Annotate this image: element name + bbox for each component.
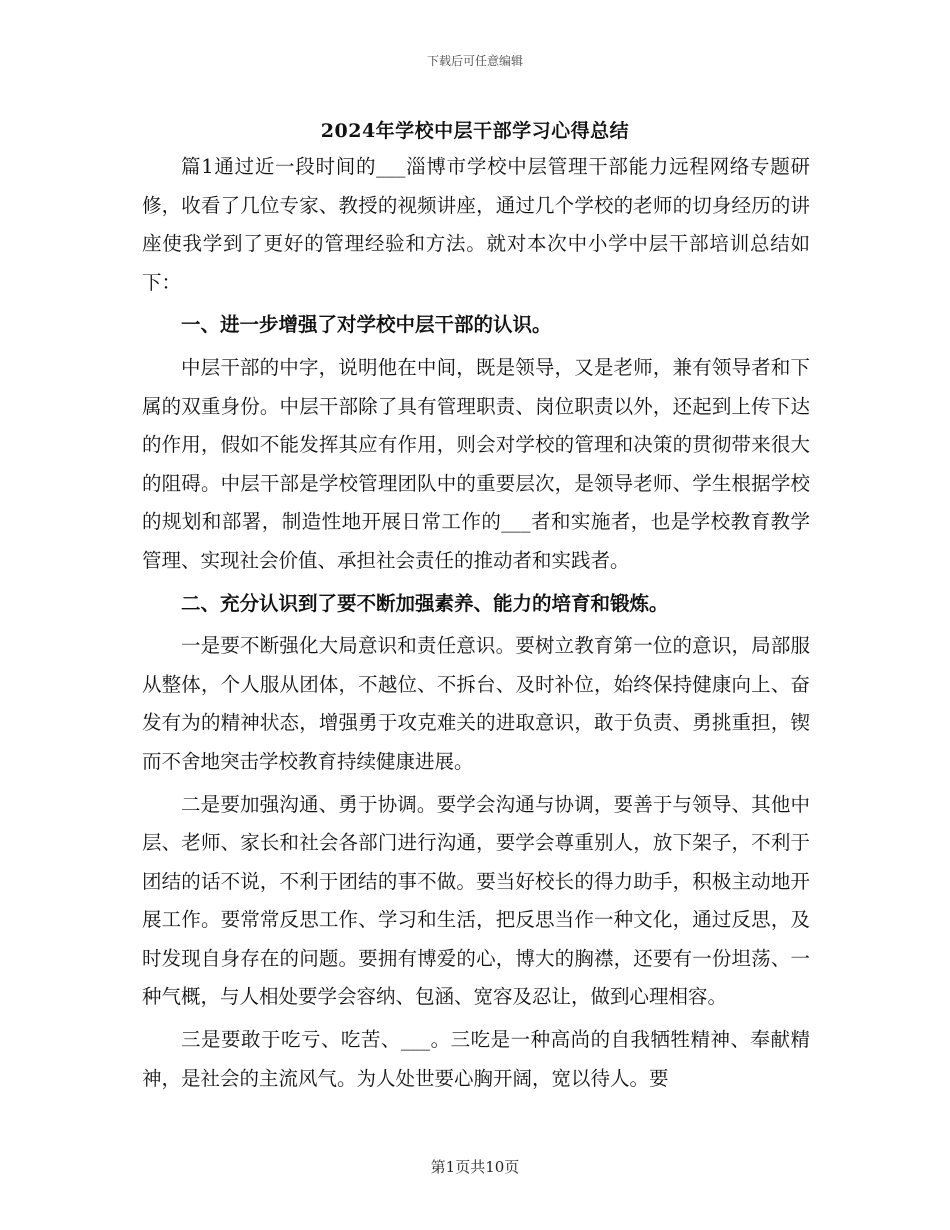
paragraph-point-1: 一是要不断强化大局意识和责任意识。要树立教育第一位的意识，局部服从整体，个人服从团体，不越位、不拆台、及时补位，始终保持健康向上、奋发有为的精神状态，增强勇于攻克难关的进取意识，敢于负责、勇挑重担，锲而不舍地突击学校教育持续健康进展。 [142,634,810,773]
document-body [142,148,810,1098]
paragraph-point-3: 三是要敢于吃亏、吃苦、___。三吃是一种高尚的自我牺牲精神、奉献精神，是社会的主流风气。为人处世要心胸开阔，宽以待人。要 [142,1028,810,1090]
paragraph-intro: 篇1通过近一段时间的___淄博市学校中层管理干部能力远程网络专题研修，收看了几位专家、教授的视频讲座，通过几个学校的老师的切身经历的讲座使我学到了更好的管理经验和方法。就对本次中小学中层干部培训总结如下： [142,155,810,294]
section-heading-1: 一、进一步增强了对学校中层干部的认识。 [181,313,552,337]
paragraph-middle-cadre: 中层干部的中字，说明他在中间，既是领导，又是老师，兼有领导者和下属的双重身份。中层干部除了具有管理职责、岗位职责以外，还起到上传下达的作用，假如不能发挥其应有作用，则会对学校的管理和决策的贯彻带来很大的阻碍。中层干部是学校管理团队中的重要层次，是领导老师、学生根据学校的规划和部署，制造性地开展日常工作的___者和实施者，也是学校教育教学管理、实现社会价值、承担社会责任的推动者和实践者。 [142,355,810,572]
section-heading-2: 二、充分认识到了要不断加强素养、能力的培育和锻炼。 [181,591,669,615]
page-header-note: 下载后可任意编辑 [426,54,523,68]
document-title: 2024年学校中层干部学习心得总结 [320,120,630,142]
paragraph-point-2: 二是要加强沟通、勇于协调。要学会沟通与协调，要善于与领导、其他中层、老师、家长和社会各部门进行沟通，要学会尊重别人，放下架子，不利于团结的话不说，不利于团结的事不做。要当好校长的得力助手，积极主动地开展工作。要常常反思工作、学习和生活，把反思当作一种文化，通过反思，及时发现自身存在的问题。要拥有博爱的心，博大的胸襟，还要有一份坦荡、一种气概，与人相处要学会容纳、包涵、宽容及忍让，做到心理相容。 [142,792,810,1009]
page-number: 第1页共10页 [430,1158,520,1176]
